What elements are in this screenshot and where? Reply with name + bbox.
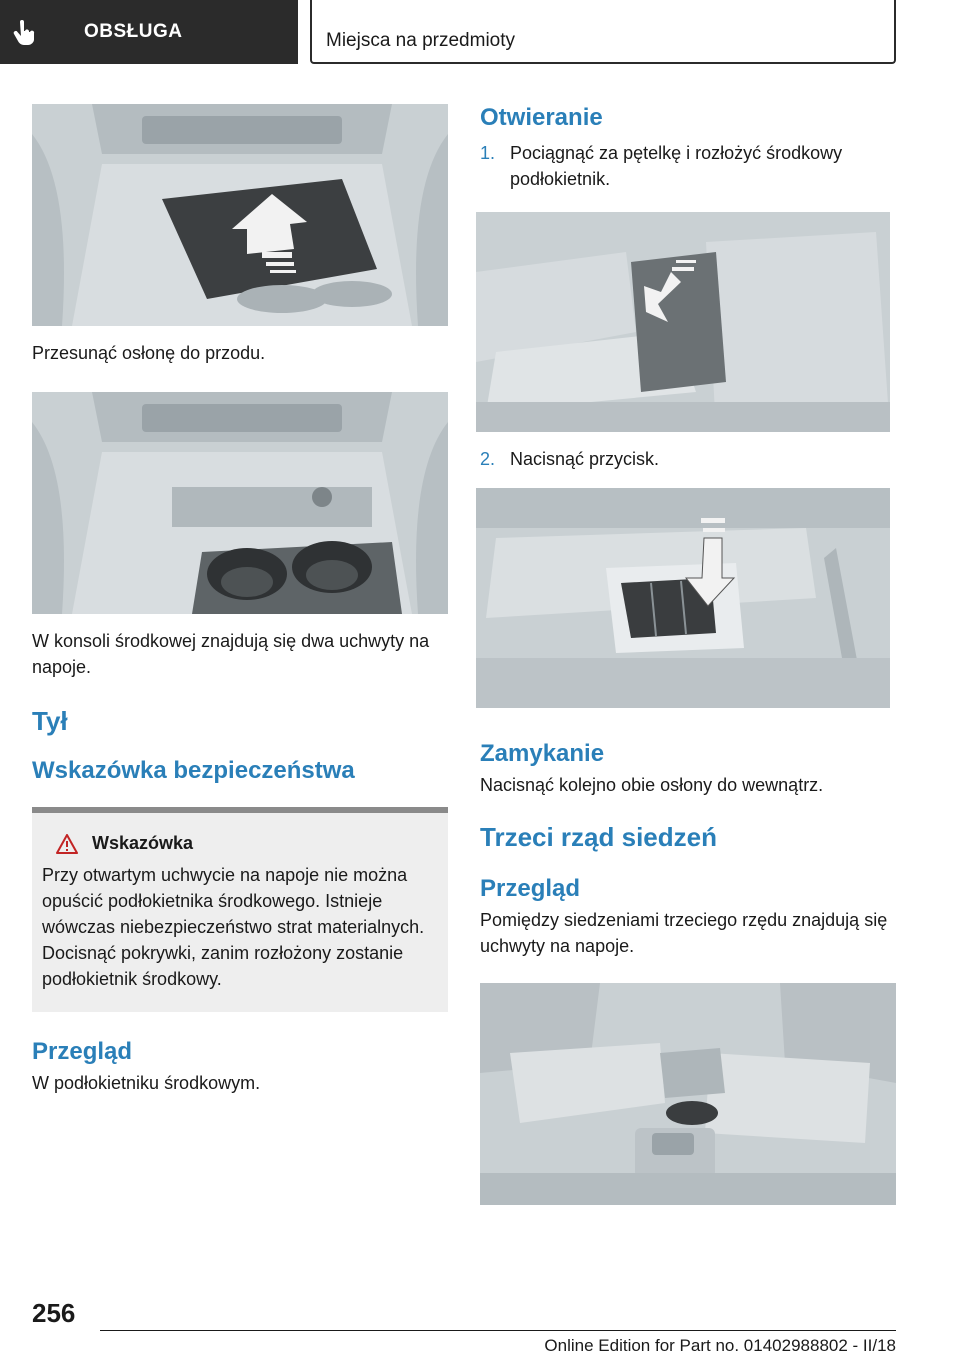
section-tab-label: OBSŁUGA [84,21,183,42]
step-2-text: Nacisnąć przycisk. [510,449,660,469]
heading-safety-note: Wskazówka bezpieczeństwa [32,757,355,784]
caption-two-cup-holders: W konsoli środkowej znajdują się dwa uchwyty na napoje. [32,631,430,677]
figure-console-cover [32,104,448,326]
heading-opening: Otwieranie [480,104,603,131]
step-1 [480,140,896,192]
warning-title [42,833,438,854]
overview-text-right: Pomiędzy siedzeniami trzeciego rzędu znajdują się uchwyty na napoje. [480,910,888,956]
step-1-text: Pociągnąć za pętelkę i rozłożyć środkowy podłokietnik. [510,143,843,189]
warning-box [32,807,448,1012]
step-2-number: 2. [480,449,496,469]
figure-armrest-button [476,488,890,708]
page-number: 256 [32,1298,76,1328]
chapter-tab[interactable]: Miejsca na przedmioty [310,0,896,64]
step-2 [480,446,896,472]
footer-divider [100,1330,896,1331]
left-column [32,104,448,1096]
hand-pointer-icon [12,20,36,46]
heading-rear: Tył [32,706,68,736]
warning-text: Przy otwartym uchwycie na napoje nie można opuścić podłokietnika środkowego. Istnieje wówczas niebezpieczeństwo strat materialnych. Docisnąć pokrywki, zanim rozłożony zostanie podłokietnik środkowy. [42,865,425,989]
figure-third-row-cup-holders [480,983,896,1205]
heading-third-row: Trzeci rząd siedzeń [480,822,717,852]
heading-closing: Zamykanie [480,740,605,767]
warning-title-text: Wskazówka [92,833,194,853]
right-column [480,104,896,1205]
warning-triangle-icon [56,834,78,854]
step-1-number: 1. [480,143,496,163]
closing-text: Nacisnąć kolejno obie osłony do wewnątrz. [480,775,824,795]
figure-cup-holders-front [32,392,448,614]
page-header [0,0,960,66]
overview-text-left: W podłokietniku środkowym. [32,1073,261,1093]
heading-overview-left: Przegląd [32,1038,133,1065]
caption-slide-cover: Przesunąć osłonę do przodu. [32,343,266,363]
heading-overview-right: Przegląd [480,875,581,902]
figure-rear-armrest [476,212,890,432]
edition-footer: Online Edition for Part no. 01402988802 - II/18 [544,1336,896,1355]
section-tab[interactable] [0,0,298,64]
